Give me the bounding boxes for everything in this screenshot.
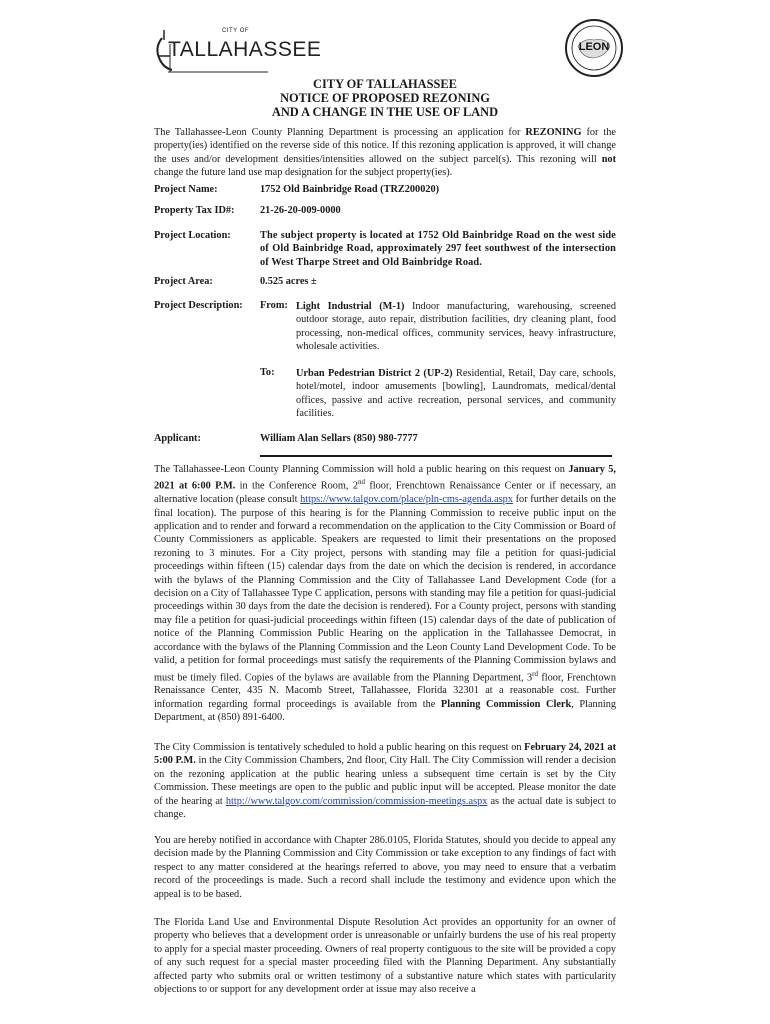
from-label: From: xyxy=(260,300,288,311)
seal-label: LEON xyxy=(578,41,610,53)
pc-text-4: for further details on the final location). The purpose of this hearing is for the Planning Commission to receive public input on the application and to render and forward a recommendation on the application to the City Commission or Board of County Commissioners as applicable. Speakers are requested to limit their presentations on the proposed rezoning to 3 minutes. For a City project, persons with standing may file a petition for quasi-judicial proceedings within fifteen (15) calendar days from the date on which the decision is rendered, in accordance with the bylaws of the Planning Commission and the City of Tallahassee Land Development Code (for a decision on a City of Tallahassee Type C application, persons with standing may file a petition for quasi-judicial proceedings within 30 days from the date the decision is rendered). For a County project, persons with standing may file a petition for quasi-judicial proceedings within fifteen (15) calendar days of the date of publication of notice of the Planning Commission Public Hearing on the application in the Tallahassee Democrat, in accordance with the bylaws of the Planning Commission and the Leon County Land Development Code. To be valid, a petition for formal proceedings must satisfy the requirements of the Planning Commission bylaws and must be timely filed. Copies of the bylaws are available from the Planning Department, 3 xyxy=(154,494,617,683)
from-description xyxy=(296,300,616,354)
planning-commission-paragraph xyxy=(154,463,616,725)
intro-text-end: change the future land use map designation for the subject property(ies). xyxy=(154,167,453,179)
location-label: Project Location: xyxy=(154,230,231,241)
pc-text-3: floor, Frenchtown Renaissance Center or if necessary, an alternative location (please consult xyxy=(154,480,617,506)
pc-sup-nd: nd xyxy=(358,478,365,487)
intro-text-mid: for the property(ies) identified on the reverse side of this notice. If this rezoning application is approved, it will change the uses and/or development densities/intensities allowed on the subject parcel(s). This rezoning will xyxy=(154,127,617,165)
pc-sup-rd: rd xyxy=(532,669,538,678)
city-commission-paragraph xyxy=(154,741,616,821)
to-label: To: xyxy=(260,367,275,378)
cc-meetings-link[interactable]: http://www.talgov.com/commission/commission-meetings.aspx xyxy=(225,795,488,807)
description-label: Project Description: xyxy=(154,300,243,311)
pc-text-1: The Tallahassee-Leon County Planning Commission will hold a public hearing on this request on xyxy=(154,464,569,475)
title-line-3: AND A CHANGE IN THE USE OF LAND xyxy=(271,105,499,119)
pc-clerk: Planning Commission Clerk xyxy=(440,698,572,710)
dispute-resolution-paragraph: The Florida Land Use and Environmental Dispute Resolution Act provides an opportunity for an owner of property who believes that a development order is unreasonable or unfairly burdens the use of his real property to apply for a special master proceeding. Owners of real property contiguous to the site will be provided a copy of any such request for a special master proceeding filed with the Planning Department. Any substantially affected party who submits oral or written testimony of a substantive nature which states with particularity objections to or support for any development order at issue may also receive a xyxy=(154,917,616,996)
appeal-paragraph: You are hereby notified in accordance with Chapter 286.0105, Florida Statutes, should you decide to appeal any decision made by the Planning Commission and City Commission or take exception to any findings of fact with respect to any matter considered at the hearings referred to above, you may need to ensure that a verbatim record of the proceedings is made. Such a record shall include the testimony and evidence upon which the appeal is to be based. xyxy=(154,835,616,900)
applicant-label: Applicant: xyxy=(154,433,201,444)
cc-hearing-date: February 24, 2021 at 5:00 P.M. xyxy=(154,742,616,767)
project-name-value: 1752 Old Bainbridge Road (TRZ200020) xyxy=(260,184,440,195)
cc-text-2: in the City Commission Chambers, 2nd floor, City Hall. The City Commission will render a decision on the rezoning application at the public hearing unless a subsequent time certain is set by the City Commission. These meetings are open to the public and public input will be accepted. Please monitor the date of the hearing at xyxy=(154,755,616,807)
section-divider xyxy=(260,455,612,457)
tax-id-value: 21-26-20-009-0000 xyxy=(260,205,341,216)
intro-not: not xyxy=(601,153,616,165)
cc-text-3: as the actual date is subject to change. xyxy=(154,795,617,821)
from-uses: Indoor manufacturing, warehousing, screened outdoor storage, auto repair, distribution facilities, dry cleaning plant, food processing, non-medical offices, community services, heavy infrastructure, wholesale activities. xyxy=(296,301,616,353)
title-line-2: NOTICE OF PROPOSED REZONING xyxy=(280,91,490,105)
area-label: Project Area: xyxy=(154,276,213,287)
area-value: 0.525 acres ± xyxy=(260,276,317,287)
from-zone: Light Industrial (M-1) xyxy=(296,301,405,312)
pc-text-6: , Planning Department, at (850) 891-6400. xyxy=(154,698,617,724)
to-description xyxy=(296,367,616,421)
title-line-1: CITY OF TALLAHASSEE xyxy=(313,77,457,91)
location-value: The subject property is located at 1752 Old Bainbridge Road on the west side of Old Bainbridge Road, approximately 297 feet southwest of the intersection of West Tharpe Street and Old Bainbridge Road. xyxy=(260,230,616,268)
intro-text: The Tallahassee-Leon County Planning Department is processing an application for xyxy=(154,127,526,138)
intro-rezoning: REZONING xyxy=(525,127,582,138)
pc-agenda-link[interactable]: https://www.talgov.com/place/pln-cms-agenda.aspx xyxy=(300,494,513,506)
logo-wordmark: TALLAHASSEE xyxy=(168,38,322,61)
cc-text-1: The City Commission is tentatively scheduled to hold a public hearing on this request on xyxy=(154,742,525,753)
to-zone: Urban Pedestrian District 2 (UP-2) xyxy=(296,368,453,379)
pc-hearing-date: January 5, 2021 at 6:00 P.M. xyxy=(154,464,617,492)
pc-text-2: in the Conference Room, 2 xyxy=(235,480,358,492)
to-uses: Residential, Retail, Day care, schools, hotel/motel, indoor amusements [bowling], Laundromats, medical/dental offices, passive and active recreation, personal services, and community facilities. xyxy=(296,368,616,420)
leon-county-seal xyxy=(564,18,624,78)
project-name-label: Project Name: xyxy=(154,184,218,195)
applicant-value: William Alan Sellars (850) 980-7777 xyxy=(260,433,418,444)
intro-paragraph xyxy=(154,126,616,180)
pc-text-5: floor, Frenchtown Renaissance Center, 435 N. Macomb Street, Tallahassee, Florida 32301 at a reasonable cost. Further information regarding formal proceedings is available from the xyxy=(154,671,617,710)
logo-city-of: CITY OF xyxy=(222,28,250,34)
tax-id-label: Property Tax ID#: xyxy=(154,205,235,216)
